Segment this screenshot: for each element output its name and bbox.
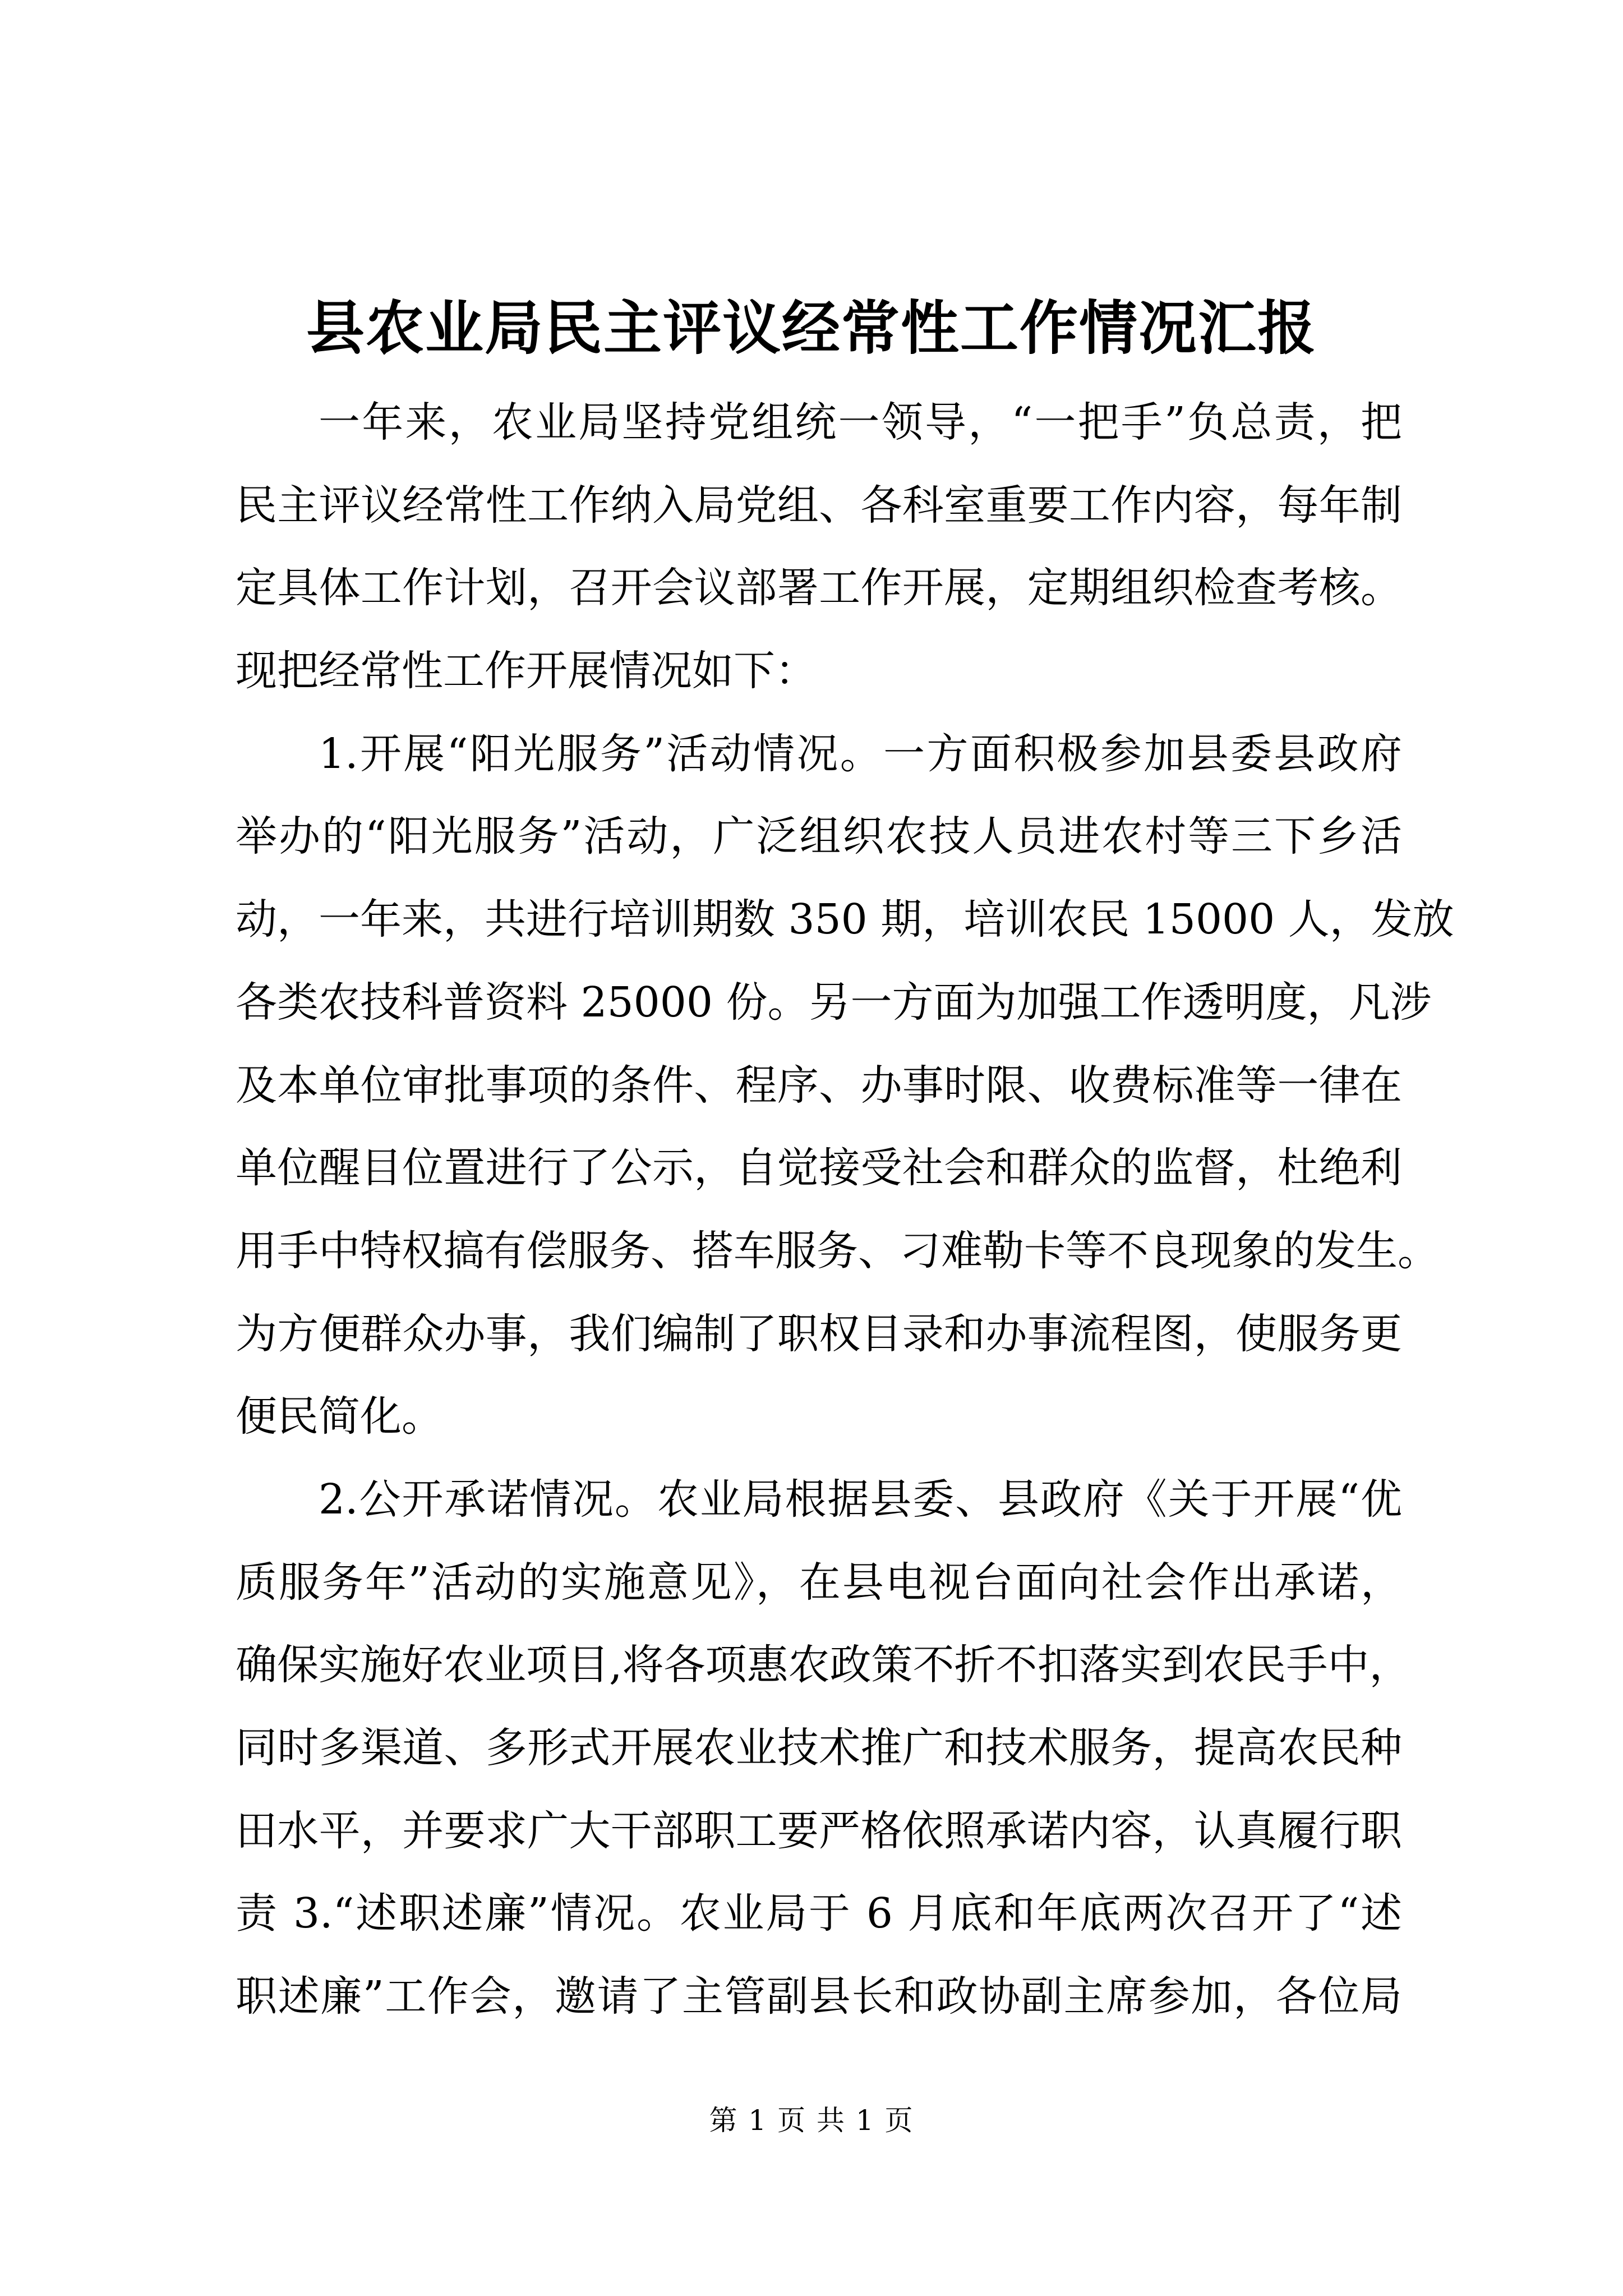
paragraph-3: [236, 1458, 1411, 2039]
text-line: 质服务年”活动的实施意见》，在县电视台面向社会作出承诺，: [236, 1558, 1402, 1607]
text-line: 一年来，农业局坚持党组统一领导，“一把手”负总责，把: [319, 398, 1402, 447]
text-line: 单位醒目位置进行了公示，自觉接受社会和群众的监督，杜绝利: [236, 1144, 1402, 1193]
text-line: 同时多渠道、多形式开展农业技术推广和技术服务，提高农民种: [236, 1724, 1402, 1772]
text-line: 及本单位审批事项的条件、程序、办事时限、收费标准等一律在: [236, 1061, 1402, 1110]
text-line: 2.公开承诺情况。农业局根据县委、县政府《关于开展“优: [319, 1475, 1402, 1524]
text-line: 民主评议经常性工作纳入局党组、各科室重要工作内容，每年制: [236, 481, 1402, 530]
text-line: 便民简化。: [236, 1392, 443, 1441]
text-line: 为方便群众办事，我们编制了职权目录和办事流程图，使服务更: [236, 1309, 1402, 1358]
text-line: 举办的“阳光服务”活动，广泛组织农技人员进农村等三下乡活: [236, 812, 1402, 861]
paragraph-1: [236, 381, 1402, 713]
text-line: 定具体工作计划，召开会议部署工作开展，定期组织检查考核。: [236, 564, 1402, 613]
page-indicator: 第 1 页 共 1 页: [709, 2104, 914, 2137]
text-line: 1.开展“阳光服务”活动情况。一方面积极参加县委县政府: [319, 729, 1402, 778]
document-body: [236, 381, 1454, 2039]
text-line: 责 3.“述职述廉”情况。农业局于 6 月底和年底两次召开了“述: [236, 1889, 1402, 1938]
text-line: 职述廉”工作会，邀请了主管副县长和政协副主席参加，各位局: [236, 1972, 1402, 2021]
text-line: 现把经常性工作开展情况如下：: [236, 647, 817, 696]
text-line: 田水平，并要求广大干部职工要严格依照承诺内容，认真履行职: [236, 1806, 1402, 1855]
text-line: 用手中特权搞有偿服务、搭车服务、刁难勒卡等不良现象的发生。: [236, 1226, 1439, 1275]
text-line: 各类农技科普资料 25000 份。另一方面为加强工作透明度，凡涉: [236, 978, 1432, 1027]
text-line: 动，一年来，共进行培训期数 350 期，培训农民 15000 人，发放: [236, 895, 1454, 944]
paragraph-2: [236, 713, 1454, 1458]
document-title: 县农业局民主评议经常性工作情况汇报: [306, 293, 1317, 362]
text-line: 确保实施好农业项目,将各项惠农政策不折不扣落实到农民手中，: [236, 1641, 1411, 1690]
